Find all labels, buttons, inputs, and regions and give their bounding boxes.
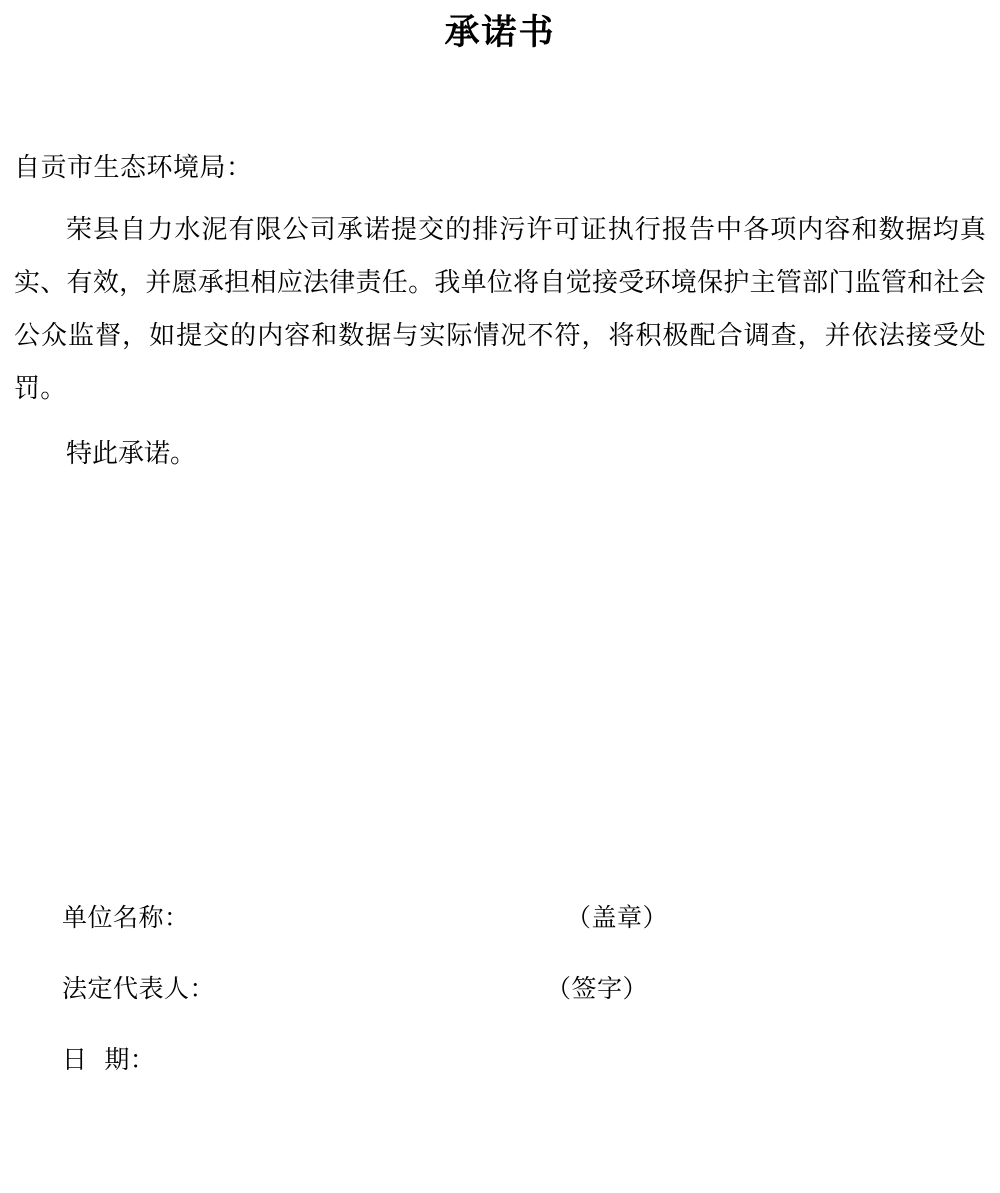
- unit-name-row: [0, 900, 1000, 971]
- legal-representative-row: [0, 971, 1000, 1042]
- unit-name-label: 单位名称：: [62, 903, 190, 932]
- body-paragraph: 荣县自力水泥有限公司承诺提交的排污许可证执行报告中各项内容和数据均真实、有效，并愿承担相应法律责任。我单位将自觉接受环境保护主管部门监管和社会公众监督，如提交的内容和数据与实际情况不符，将积极配合调查，并依法接受处罚。: [14, 215, 986, 404]
- signature-block: [0, 900, 1000, 1113]
- date-row: [0, 1042, 1000, 1113]
- seal-note: （盖章）: [566, 903, 669, 932]
- legal-representative-label: 法定代表人：: [62, 974, 216, 1003]
- date-label: 日 期：: [62, 1045, 156, 1074]
- signature-note: （签字）: [546, 974, 649, 1003]
- salutation-line: 自贡市生态环境局：: [14, 153, 253, 183]
- closing-paragraph: 特此承诺。: [66, 439, 197, 469]
- page-title: 承诺书: [444, 13, 556, 53]
